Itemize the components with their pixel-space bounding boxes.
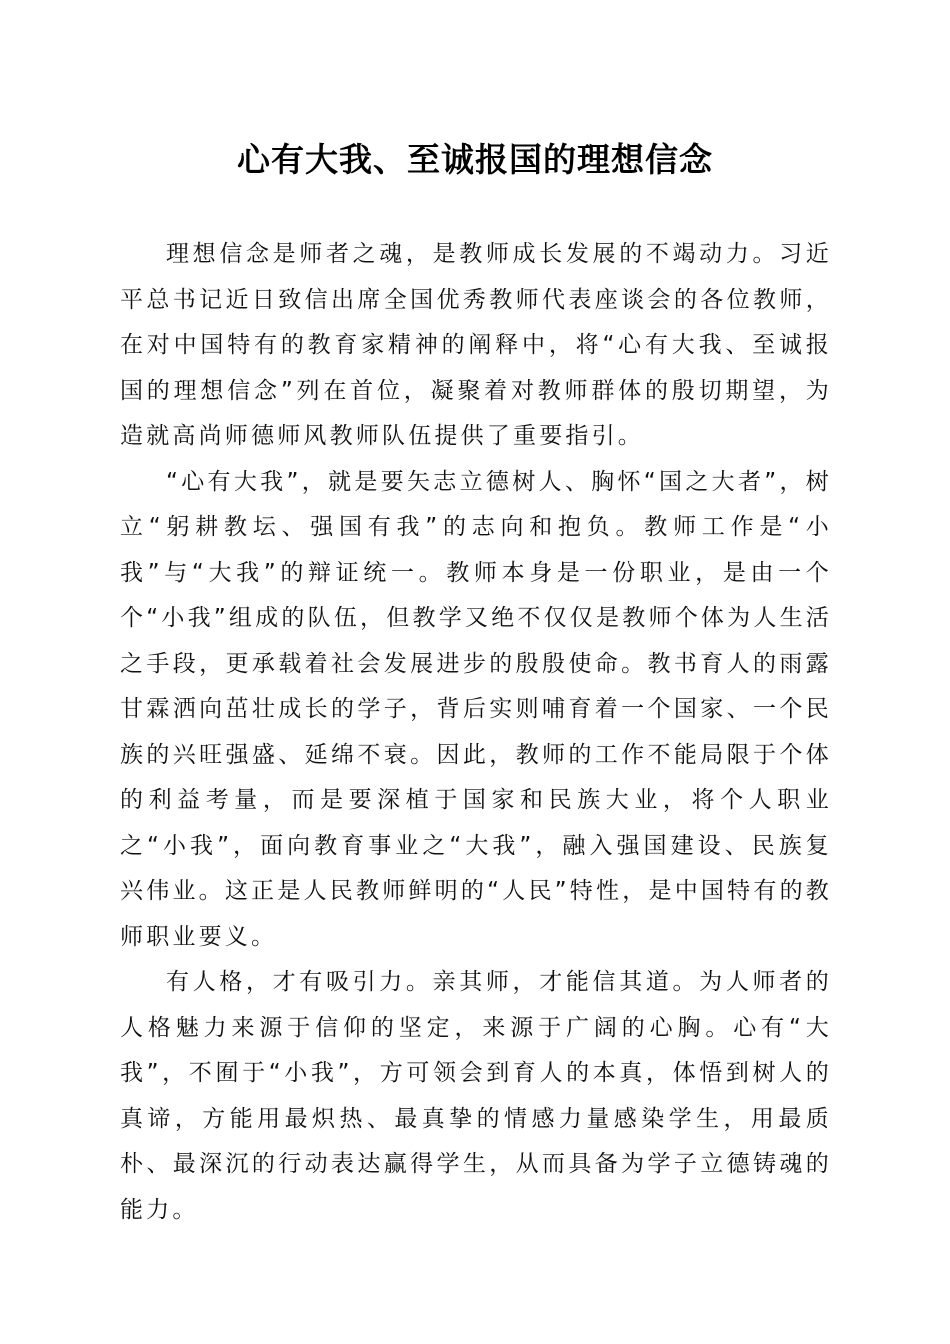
paragraph-3: 有人格，才有吸引力。亲其师，才能信其道。为人师者的人格魅力来源于信仰的坚定，来源于广阔的心胸。心有“大我”，不囿于“小我”，方可领会到育人的本真，体悟到树人的真谛，方能用最炽热、最真挚的情感力量感染学生，用最质朴、最深沉的行动表达赢得学生，从而具备为学子立德铸魂的能力。 (120, 969, 832, 1223)
document-title: 心有大我、至诚报国的理想信念 (237, 140, 713, 179)
document-body (120, 232, 832, 1233)
paragraph-1: 理想信念是师者之魂，是教师成长发展的不竭动力。习近平总书记近日致信出席全国优秀教师代表座谈会的各位教师，在对中国特有的教育家精神的阐释中，将“心有大我、至诚报国的理想信念”列在首位，凝聚着对教师群体的殷切期望，为造就高尚师德师风教师队伍提供了重要指引。 (120, 241, 832, 449)
paragraph-2: “心有大我”，就是要矢志立德树人、胸怀“国之大者”，树立“躬耕教坛、强国有我”的志向和抱负。教师工作是“小我”与“大我”的辩证统一。教师本身是一份职业，是由一个个“小我”组成的队伍，但教学又绝不仅仅是教师个体为人生活之手段，更承载着社会发展进步的殷殷使命。教书育人的雨露甘霖洒向茁壮成长的学子，背后实则哺育着一个国家、一个民族的兴旺强盛、延绵不衰。因此，教师的工作不能局限于个体的利益考量，而是要深植于国家和民族大业，将个人职业之“小我”，面向教育事业之“大我”，融入强国建设、民族复兴伟业。这正是人民教师鲜明的“人民”特性，是中国特有的教师职业要义。 (120, 468, 832, 950)
